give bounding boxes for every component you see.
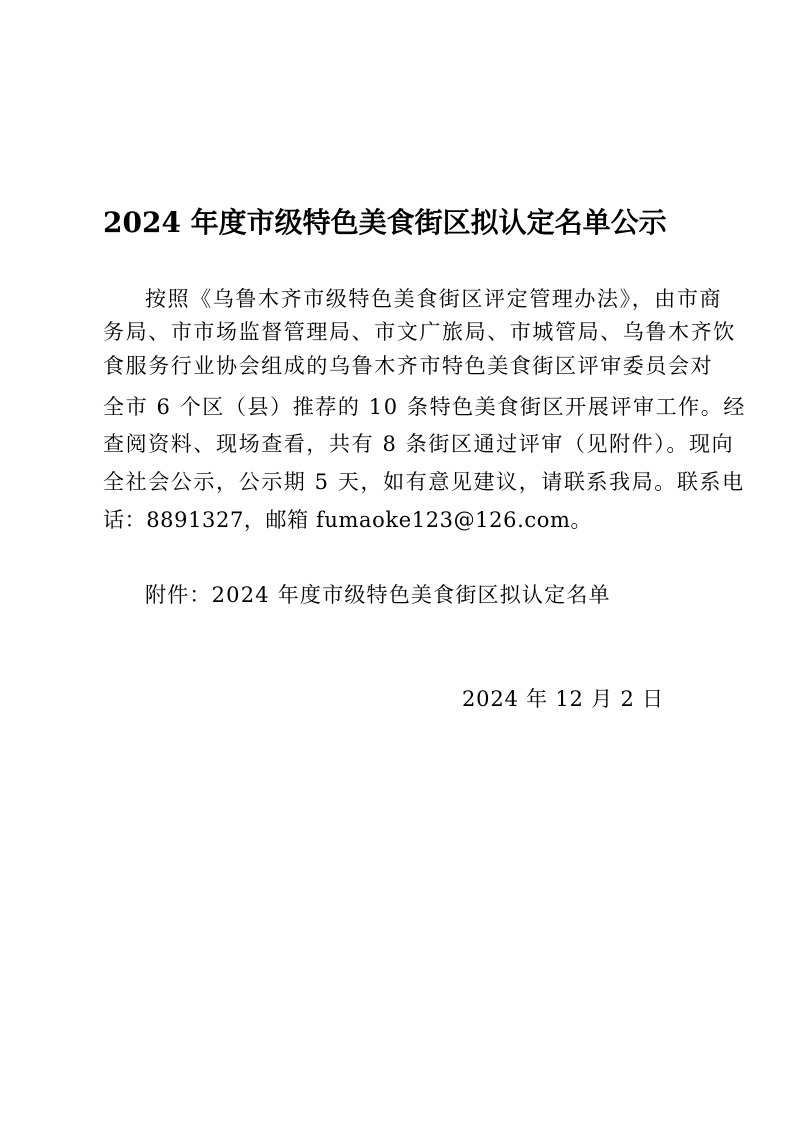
issue-date: 2024 年 12 月 2 日 — [462, 687, 664, 711]
body-line-4: 全市 6 个区（县）推荐的 10 条特色美食街区开展评审工作。经 — [103, 395, 746, 419]
document-title: 2024 年度市级特色美食街区拟认定名单公示 — [103, 206, 667, 239]
body-line-2: 务局、市市场监督管理局、市文广旅局、市城管局、乌鲁木齐饮 — [103, 320, 736, 344]
body-line-5: 查阅资料、现场查看，共有 8 条街区通过评审（见附件）。现向 — [103, 432, 735, 456]
body-line-1: 按照《乌鲁木齐市级特色美食街区评定管理办法》，由市商 — [145, 287, 723, 311]
body-line-6: 全社会公示，公示期 5 天，如有意见建议，请联系我局。联系电 — [103, 470, 745, 494]
attachment-note: 附件：2024 年度市级特色美食街区拟认定名单 — [145, 583, 611, 607]
body-line-3: 食服务行业协会组成的乌鲁木齐市特色美食街区评审委员会对 — [103, 354, 714, 378]
body-line-7: 话：8891327，邮箱 fumaoke123@126.com。 — [103, 508, 593, 532]
